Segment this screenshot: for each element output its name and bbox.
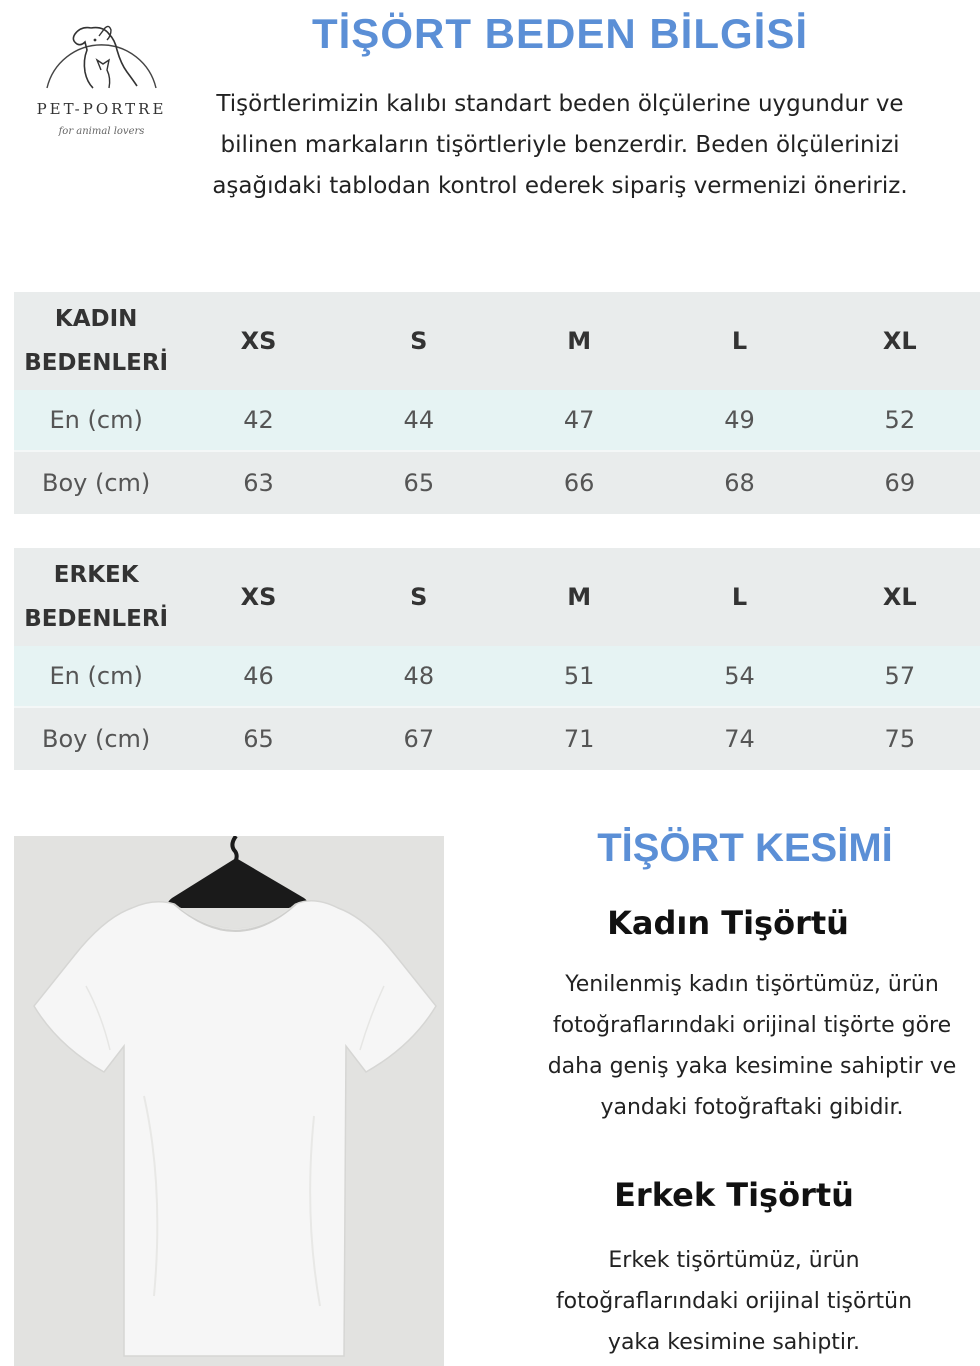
size-header: XS — [178, 292, 338, 390]
women-label-line1: KADIN — [54, 306, 138, 332]
table-cell: 69 — [820, 452, 980, 514]
brand-logo — [14, 10, 189, 140]
row-label: En (cm) — [14, 646, 178, 706]
women-table-label — [14, 292, 178, 390]
table-cell: 46 — [178, 646, 338, 706]
table-cell: 71 — [499, 708, 659, 770]
table-row — [14, 390, 980, 450]
table-cell: 65 — [178, 708, 338, 770]
men-label-line1: ERKEK — [53, 562, 139, 588]
table-cell: 68 — [659, 452, 819, 514]
table-cell: 67 — [339, 708, 499, 770]
table-cell: 52 — [820, 390, 980, 450]
intro-text: Tişörtlerimizin kalıbı standart beden ölçülerine uygundur ve bilinen markaların tişörtleriyle benzerdir. Beden ölçülerinizi aşağıdaki tablodan kontrol ederek sipariş vermenizi öneririz. — [212, 91, 908, 199]
size-header: XL — [820, 548, 980, 646]
size-header: L — [659, 548, 819, 646]
size-header: S — [339, 548, 499, 646]
table-cell: 48 — [339, 646, 499, 706]
table-cell: 42 — [178, 390, 338, 450]
size-header: S — [339, 292, 499, 390]
row-label: Boy (cm) — [14, 452, 178, 514]
women-tshirt-desc: Yenilenmiş kadın tişörtümüz, ürün fotoğraflarındaki orijinal tişörte göre daha geniş yaka kesimine sahiptir ve yandaki fotoğraftaki gibidir. — [547, 972, 957, 1120]
brand-name: PET-PORTRE — [36, 100, 167, 118]
table-cell: 65 — [339, 452, 499, 514]
table-row — [14, 452, 980, 514]
size-header: M — [499, 292, 659, 390]
men-tshirt-desc: Erkek tişörtümüz, ürün fotoğraflarındaki orijinal tişörtün yaka kesimine sahiptir. — [555, 1248, 913, 1355]
page-title: TİŞÖRT BEDEN BİLGİSİ — [311, 10, 809, 57]
white-tshirt-on-hanger-image — [14, 836, 444, 1366]
women-size-table — [14, 292, 980, 514]
row-label: Boy (cm) — [14, 708, 178, 770]
men-size-table — [14, 548, 980, 770]
size-header: XS — [178, 548, 338, 646]
table-cell: 54 — [659, 646, 819, 706]
table-row — [14, 708, 980, 770]
table-cell: 49 — [659, 390, 819, 450]
women-tshirt-title: Kadın Tişörtü — [607, 904, 849, 942]
table-cell: 75 — [820, 708, 980, 770]
brand-tagline: for animal lovers — [58, 126, 145, 137]
table-header-row — [14, 548, 980, 646]
men-tshirt-title: Erkek Tişörtü — [614, 1176, 854, 1214]
size-header: L — [659, 292, 819, 390]
table-cell: 66 — [499, 452, 659, 514]
women-label-line2: BEDENLERİ — [24, 350, 169, 376]
table-cell: 63 — [178, 452, 338, 514]
cut-section-title: TİŞÖRT KESİMİ — [597, 826, 893, 870]
size-header: XL — [820, 292, 980, 390]
row-label: En (cm) — [14, 390, 178, 450]
tshirt-photo — [14, 836, 444, 1366]
men-label-line2: BEDENLERİ — [24, 606, 169, 632]
size-header: M — [499, 548, 659, 646]
dog-cat-outline-icon — [39, 10, 164, 96]
table-cell: 44 — [339, 390, 499, 450]
table-cell: 47 — [499, 390, 659, 450]
table-row — [14, 646, 980, 706]
table-cell: 74 — [659, 708, 819, 770]
men-table-label — [14, 548, 178, 646]
table-cell: 51 — [499, 646, 659, 706]
table-cell: 57 — [820, 646, 980, 706]
table-header-row — [14, 292, 980, 390]
